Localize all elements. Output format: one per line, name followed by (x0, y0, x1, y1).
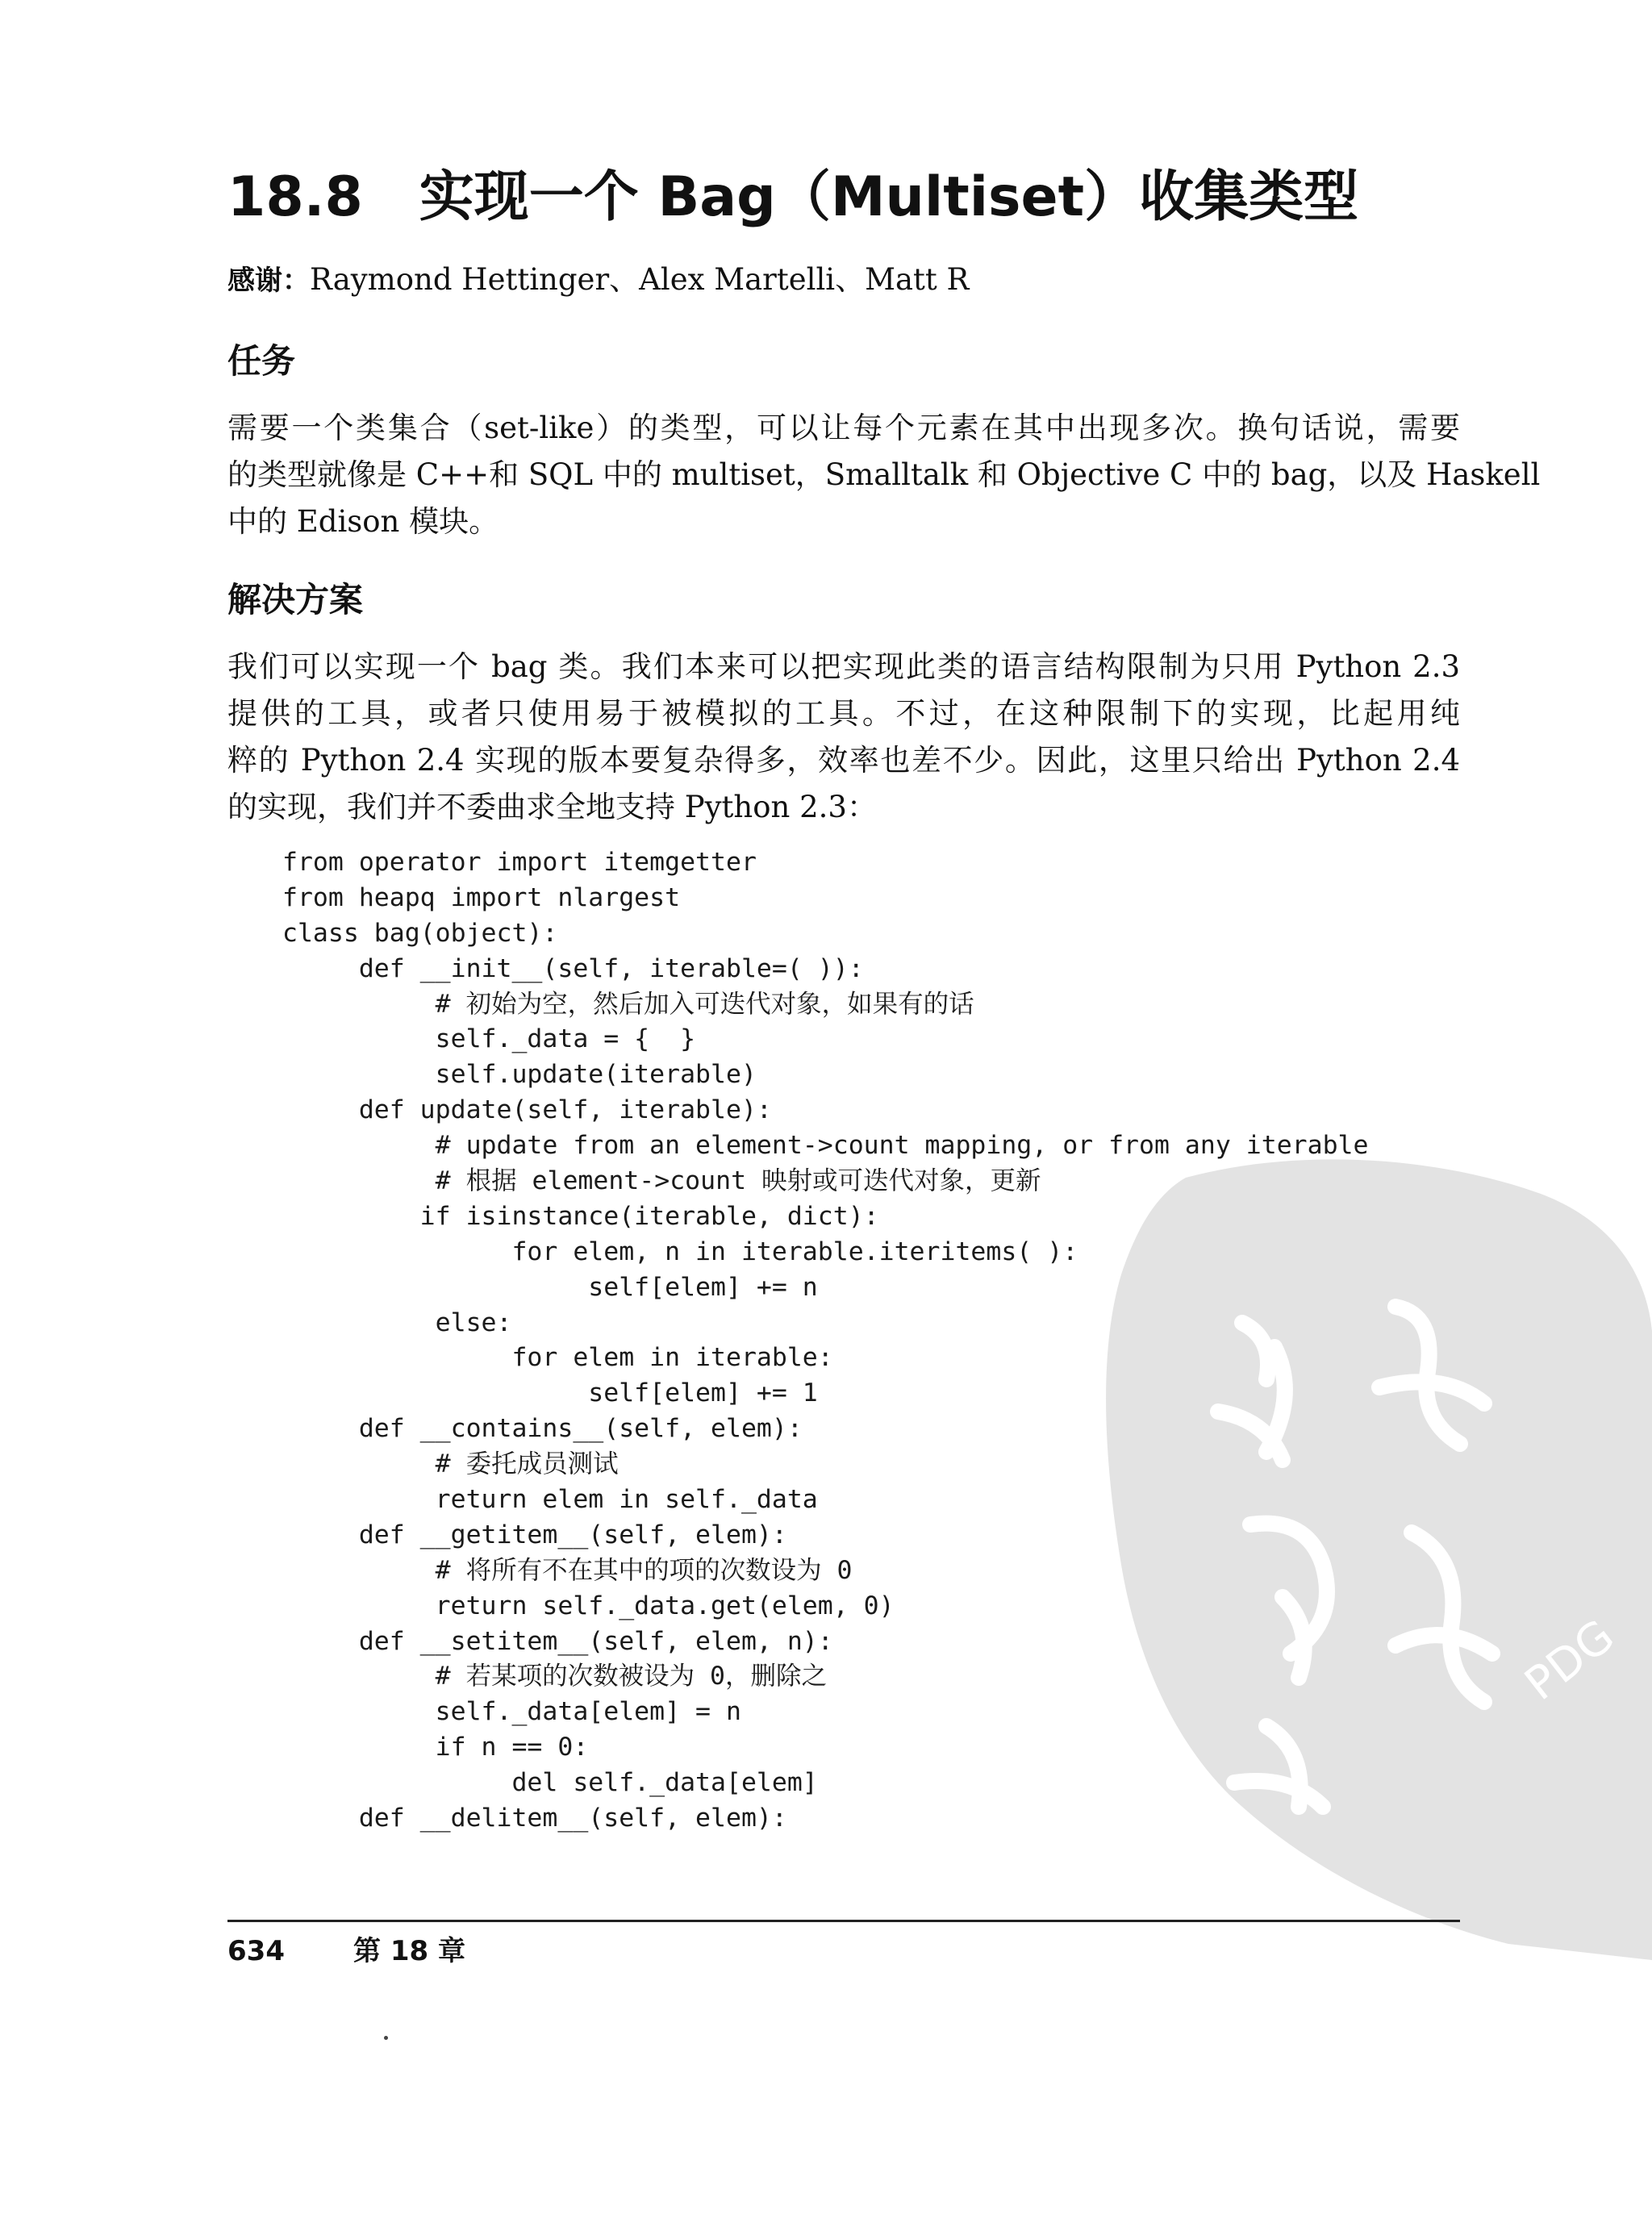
chapter-label: 第 18 章 (353, 1935, 465, 1967)
solution-paragraph (227, 644, 1460, 831)
code-line: del self._data[elem] (282, 1768, 818, 1798)
code-line: self._data = { } (282, 1024, 696, 1054)
code-line: # update from an element->count mapping, or from any iterable (282, 1131, 1369, 1161)
code-line: def __delitem__(self, elem): (282, 1804, 787, 1833)
code-line: from operator import itemgetter (282, 848, 757, 877)
code-line: def __getitem__(self, elem): (282, 1520, 787, 1549)
paragraph-line: 提供的工具，或者只使用易于被模拟的工具。不过，在这种限制下的实现，比起用纯 (227, 696, 1460, 731)
task-paragraph (227, 405, 1541, 545)
code-line: # 若某项的次数被设为 0，删除之 (282, 1662, 828, 1691)
scan-speck (384, 2036, 388, 2040)
paragraph-line: 需要一个类集合（set-like）的类型，可以让每个元素在其中出现多次。换句话说，需要 (227, 411, 1460, 445)
code-line: return elem in self._data (282, 1485, 818, 1515)
code-line: self[elem] += n (282, 1272, 818, 1302)
code-line: return self._data.get(elem, 0) (282, 1591, 895, 1620)
code-line: class bag(object): (282, 918, 558, 948)
footer-rule (227, 1920, 1460, 1922)
paragraph-line: 的类型就像是 C++和 SQL 中的 multiset，Smalltalk 和 Objective C 中的 bag，以及 Haskell (227, 457, 1541, 492)
code-line: for elem, n in iterable.iteritems( ): (282, 1237, 1078, 1266)
credit-line (227, 260, 969, 301)
code-line: def __contains__(self, elem): (282, 1414, 803, 1444)
credit-names: Raymond Hettinger、Alex Martelli、Matt R (310, 262, 970, 297)
code-line: self._data[elem] = n (282, 1697, 741, 1727)
code-line: for elem in iterable: (282, 1343, 833, 1373)
code-line: def update(self, iterable): (282, 1095, 772, 1125)
section-title-text: 实现一个 Bag（Multiset）收集类型 (419, 165, 1359, 229)
code-line: if isinstance(iterable, dict): (282, 1201, 879, 1231)
pdg-watermark-seal (1089, 1145, 1652, 1960)
code-line: def __setitem__(self, elem, n): (282, 1626, 833, 1656)
code-line: from heapq import nlargest (282, 882, 681, 912)
code-line: self.update(iterable) (282, 1060, 757, 1090)
code-line: else: (282, 1308, 512, 1337)
code-line: # 将所有不在其中的项的次数设为 0 (282, 1555, 853, 1585)
code-line: # 初始为空，然后加入可迭代对象，如果有的话 (282, 989, 974, 1019)
code-line: if n == 0: (282, 1733, 589, 1762)
section-number: 18.8 (227, 165, 363, 229)
credit-label: 感谢： (227, 265, 310, 297)
code-line: # 根据 element->count 映射或可迭代对象，更新 (282, 1166, 1041, 1196)
watermark-text: PDG (1515, 1609, 1625, 1712)
paragraph-line: 的实现，我们并不委曲求全地支持 Python 2.3： (227, 790, 877, 824)
paragraph-line: 中的 Edison 模块。 (227, 504, 499, 539)
page-number: 634 (227, 1935, 285, 1967)
code-line: # 委托成员测试 (282, 1449, 619, 1479)
code-line: def __init__(self, iterable=( )): (282, 953, 864, 983)
section-title (227, 161, 1358, 234)
code-line: self[elem] += 1 (282, 1378, 818, 1408)
seal-shape (1106, 1159, 1652, 1960)
task-heading: 任务 (227, 341, 296, 381)
paragraph-line: 我们可以实现一个 bag 类。我们本来可以把实现此类的语言结构限制为只用 Python 2.3 (227, 649, 1460, 684)
paragraph-line: 粹的 Python 2.4 实现的版本要复杂得多，效率也差不少。因此，这里只给出 Python 2.4 (227, 743, 1460, 778)
solution-heading: 解决方案 (227, 580, 364, 619)
